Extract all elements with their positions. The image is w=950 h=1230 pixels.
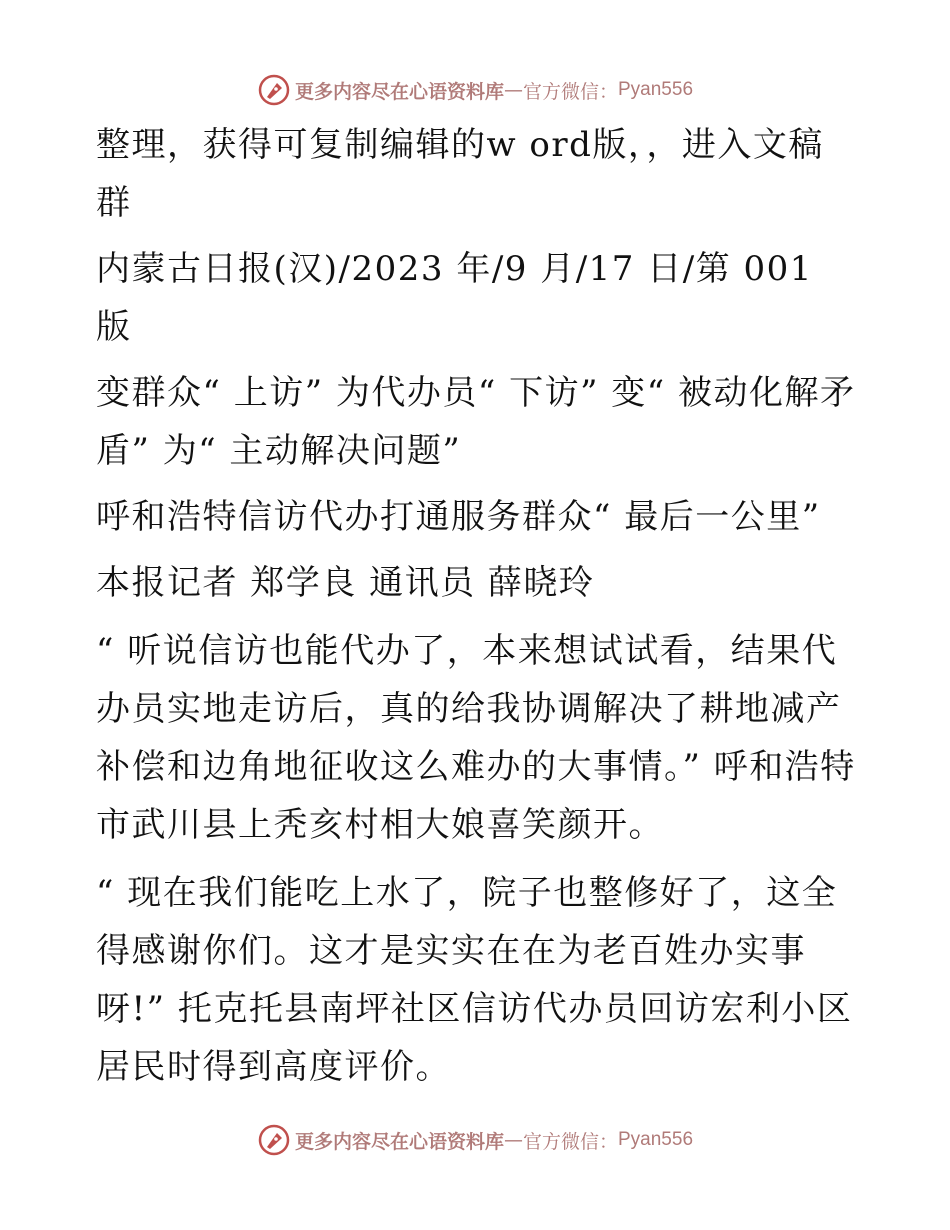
watermark-wechat-id: Pyan556 xyxy=(618,79,694,100)
document-body xyxy=(96,116,856,1096)
pen-nib-logo-icon xyxy=(257,73,291,107)
paragraph-2-line-1: “ 现在我们能吃上水了，院子也整修好了，这全得感谢你们。这才是实实在在为老百姓办实事 xyxy=(96,873,838,971)
watermark-brand: 更多内容尽在心语资料库 xyxy=(294,80,504,103)
watermark-banner-bottom xyxy=(0,1120,950,1160)
watermark-separator: — xyxy=(503,79,523,101)
watermark-brand: 更多内容尽在心语资料库 xyxy=(294,1130,504,1153)
byline: 本报记者 郑学良 通讯员 薛晓玲 xyxy=(96,563,595,603)
paragraph-2-line-2: 呀!” 托克托县南坪社区信访代办员回访宏利小区居民时得到高度评价。 xyxy=(96,989,853,1087)
intro-line: 整理，获得可复制编辑的w ord版，，进入文稿群 xyxy=(96,125,824,223)
source-line: 内蒙古日报(汉)/2023 年/9 月/17 日/第 001 版 xyxy=(96,249,813,347)
watermark-wechat-label: 官方微信： xyxy=(522,1130,618,1153)
pen-nib-logo-icon xyxy=(257,1123,291,1157)
subheadline: 呼和浩特信访代办打通服务群众“ 最后一公里” xyxy=(96,497,821,537)
watermark-banner-top xyxy=(0,70,950,110)
headline: 变群众“ 上访” 为代办员“ 下访” 变“ 被动化解矛盾” 为“ 主动解决问题” xyxy=(96,373,856,471)
watermark-wechat-label: 官方微信： xyxy=(522,80,618,103)
paragraph-1: “ 听说信访也能代办了，本来想试试看，结果代办员实地走访后，真的给我协调解决了耕地减产补偿和边角地征收这么难办的大事情。” 呼和浩特市武川县上秃亥村相大娘喜笑颜开。 xyxy=(96,631,856,845)
watermark-wechat-id: Pyan556 xyxy=(618,1129,694,1150)
watermark-separator: — xyxy=(503,1129,523,1151)
